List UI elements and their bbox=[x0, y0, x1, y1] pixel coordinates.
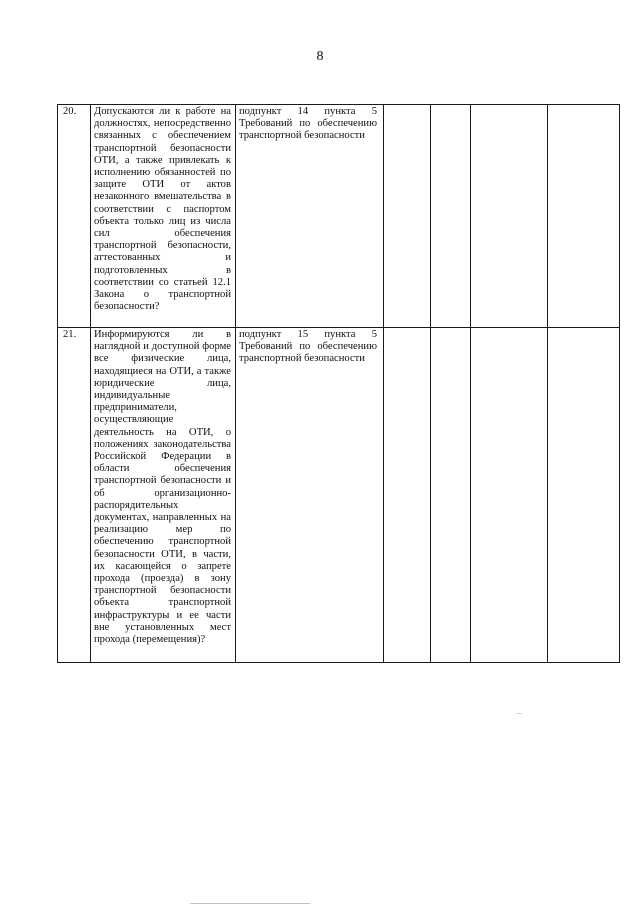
answer-cell-yes bbox=[384, 105, 431, 328]
checklist-table bbox=[57, 104, 620, 663]
reference-cell bbox=[236, 328, 384, 663]
reference-first-line: подпункт 14 пункта 5 bbox=[239, 106, 377, 117]
answer-cell-na bbox=[471, 328, 548, 663]
table-row bbox=[58, 105, 620, 328]
answer-cell-na bbox=[471, 105, 548, 328]
question-text: Допускаются ли к работе на должностях, непосредственно связанных с обеспечением транспортной безопасности ОТИ, а также привлекать к исполнению обязанностей по защите ОТИ от актов незаконного вмешательства в соответствии с паспортом объекта только лиц из числа сил обеспечения транспортной безопасности, аттестованных и подготовленных в соответствии со статьей 12.1 Закона о транспортной безопасности? bbox=[94, 106, 231, 313]
scan-speck bbox=[516, 713, 522, 714]
table-row bbox=[58, 328, 620, 663]
reference-rest: Требований по обеспечению транспортной безопасности bbox=[239, 341, 377, 365]
answer-cell-no bbox=[431, 105, 471, 328]
answer-cell-yes bbox=[384, 328, 431, 663]
answer-cell-no bbox=[431, 328, 471, 663]
row-number: 21. bbox=[63, 329, 77, 340]
scan-edge-line bbox=[190, 903, 310, 904]
question-cell bbox=[91, 105, 236, 328]
notes-cell bbox=[548, 328, 620, 663]
row-number-cell bbox=[58, 328, 91, 663]
page-number: 8 bbox=[316, 49, 324, 64]
row-number-cell bbox=[58, 105, 91, 328]
row-number: 20. bbox=[63, 106, 77, 117]
reference-rest: Требований по обеспечению транспортной безопасности bbox=[239, 118, 377, 142]
reference-cell bbox=[236, 105, 384, 328]
question-cell bbox=[91, 328, 236, 663]
reference-first-line: подпункт 15 пункта 5 bbox=[239, 329, 377, 340]
question-text: Информируются ли в наглядной и доступной форме все физические лица, находящиеся на ОТИ, а также юридические лица, индивидуальные предприниматели, осуществляющие деятельность на ОТИ, о положениях законодательства Российской Федерации в области обеспечения транспортной безопасности и об организационно-распорядительных документах, направленных на реализацию мер по обеспечению транспортной безопасности ОТИ, в части, их касающейся о запрете прохода (проезда) в зону транспортной безопасности объекта транспортной инфраструктуры и ее части вне установленных мест прохода (перемещения)? bbox=[94, 329, 231, 646]
notes-cell bbox=[548, 105, 620, 328]
